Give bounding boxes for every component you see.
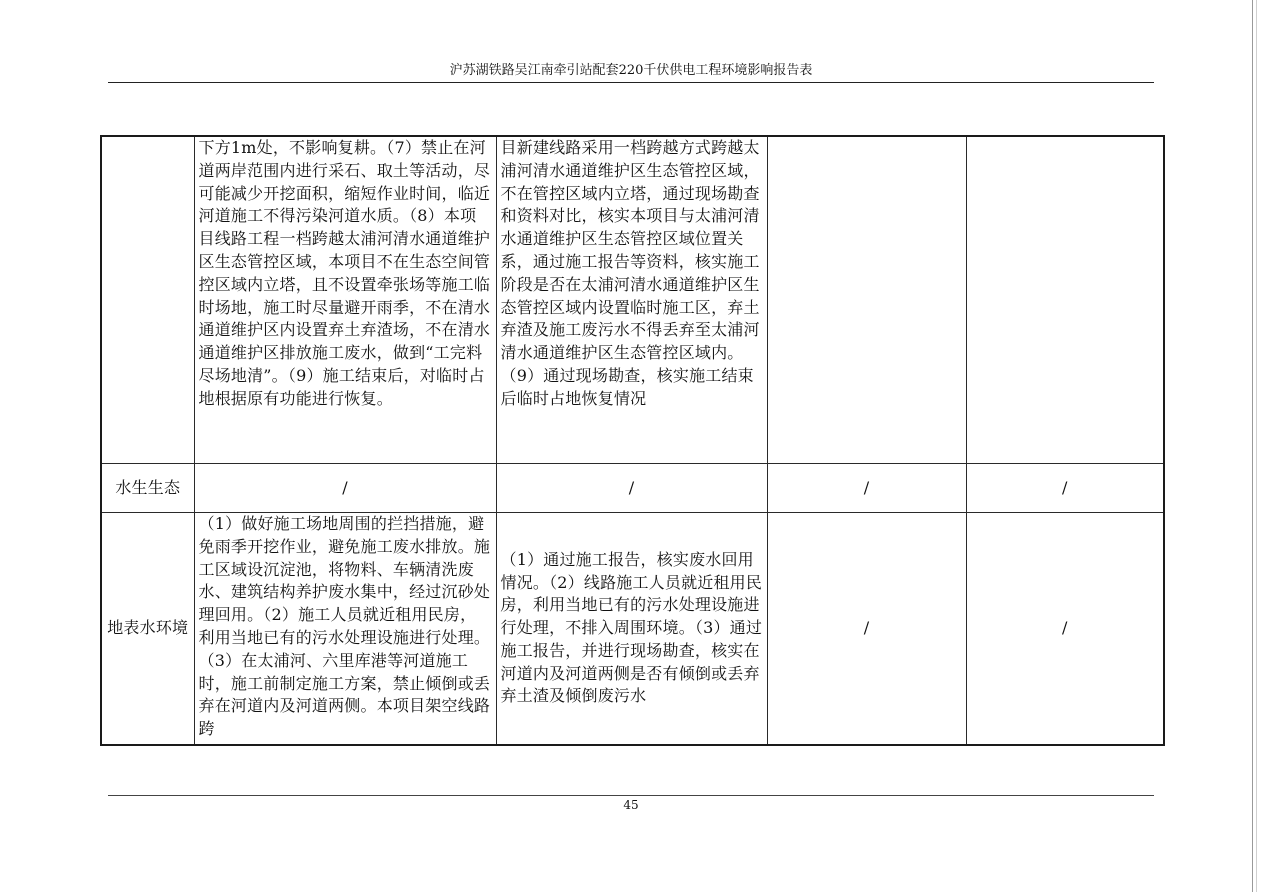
- measures-cell: /: [194, 464, 496, 513]
- col5-cell: [966, 136, 1164, 464]
- col5-cell: /: [966, 464, 1164, 513]
- col4-cell: /: [767, 513, 966, 746]
- measures-cell: 下方1m处，不影响复耕。（7）禁止在河道两岸范围内进行采石、取土等活动，尽可能减少开挖面积，缩短作业时间，临近河道施工不得污染河道水质。（8）本项目线路工程一档跨越太浦河清水通道维护区生态管控区域，本项目不在生态空间管控区域内立塔，且不设置牵张场等施工临时场地，施工时尽量避开雨季，不在清水通道维护区内设置弃土弃渣场，不在清水通道维护区排放施工废水，做到“工完料尽场地清”。（9）施工结束后，对临时占地根据原有功能进行恢复。: [194, 136, 496, 464]
- table-row: [101, 513, 1164, 746]
- category-cell: 地表水环境: [101, 513, 194, 746]
- verification-cell: 目新建线路采用一档跨越方式跨越太浦河清水通道维护区生态管控区域，不在管控区域内立塔，通过现场勘查和资料对比，核实本项目与太浦河清水通道维护区生态管控区域位置关系，通过施工报告等资料，核实施工阶段是否在太浦河清水通道维护区生态管控区域内设置临时施工区，弃土弃渣及施工废污水不得丢弃至太浦河清水通道维护区生态管控区域内。（9）通过现场勘查，核实施工结束后临时占地恢复情况: [496, 136, 767, 464]
- category-cell: [101, 136, 194, 464]
- footer-rule: [108, 795, 1154, 796]
- table-row: [101, 136, 1164, 464]
- page-edge: [1252, 0, 1253, 892]
- page-header-title: 沪苏湖铁路吴江南牵引站配套220千伏供电工程环境影响报告表: [449, 63, 813, 78]
- measures-table: [100, 135, 1165, 746]
- measures-cell: （1）做好施工场地周围的拦挡措施，避免雨季开挖作业，避免施工废水排放。施工区域设沉淀池，将物料、车辆清洗废水、建筑结构养护废水集中，经过沉砂处理回用。（2）施工人员就近租用民房，利用当地已有的污水处理设施进行处理。（3）在太浦河、六里库港等河道施工时，施工前制定施工方案，禁止倾倒或丢弃在河道内及河道两侧。本项目架空线路跨: [194, 513, 496, 746]
- col4-cell: [767, 136, 966, 464]
- header-rule: [108, 82, 1154, 83]
- verification-cell: /: [496, 464, 767, 513]
- verification-cell: （1）通过施工报告，核实废水回用情况。（2）线路施工人员就近租用民房，利用当地已有的污水处理设施进行处理，不排入周围环境。（3）通过施工报告，并进行现场勘查，核实在河道内及河道两侧是否有倾倒或丢弃弃土渣及倾倒废污水: [496, 513, 767, 746]
- page-number: 45: [623, 798, 639, 812]
- page-edge-shadow: [1256, 0, 1257, 892]
- category-cell: 水生生态: [101, 464, 194, 513]
- col5-cell: /: [966, 513, 1164, 746]
- table-row: [101, 464, 1164, 513]
- col4-cell: /: [767, 464, 966, 513]
